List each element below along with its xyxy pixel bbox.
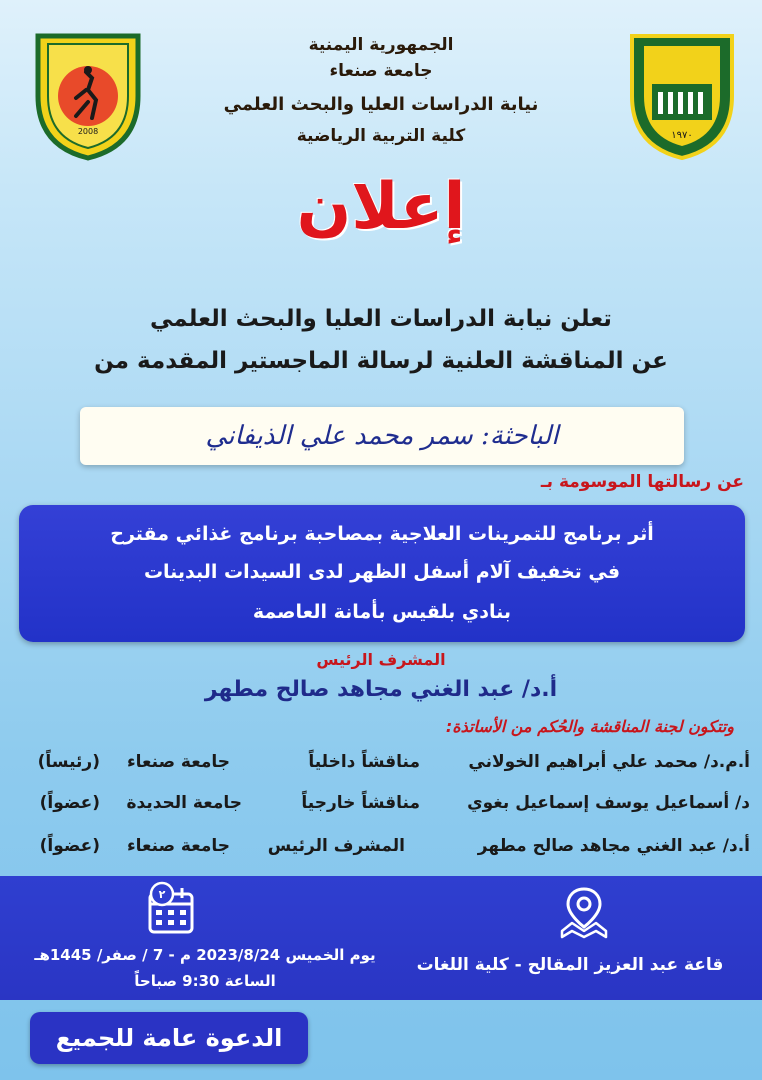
member-role: مناقشاً داخلياً	[308, 752, 420, 772]
committee-row	[14, 836, 750, 870]
event-date: يوم الخميس 2023/8/24 م - 7 / صفر/ 1445هـ	[34, 946, 376, 964]
university-logo	[622, 26, 742, 161]
member-name: أ.م.د/ محمد علي أبراهيم الخولاني	[468, 752, 750, 772]
header-deanship: نيابة الدراسات العليا والبحث العلمي	[223, 94, 539, 115]
svg-text:١٩٧٠: ١٩٧٠	[671, 130, 693, 141]
header-faculty: كلية التربية الرياضية	[296, 126, 466, 146]
header-university: جامعة صنعاء	[329, 61, 433, 81]
faculty-logo	[28, 26, 148, 161]
calendar-clock-icon	[142, 880, 200, 938]
committee-label: وتتكون لجنة المناقشة والحُكم من الأساتذة:	[445, 717, 734, 736]
event-location: قاعة عبد العزيز المقالح - كلية اللغات	[416, 955, 724, 975]
thesis-title-line-2: في تخفيف آلام أسفل الظهر لدى السيدات البدينات	[143, 561, 621, 583]
svg-text:٢: ٢	[158, 888, 166, 901]
announcement-title: إعلان	[296, 170, 466, 244]
member-position: (رئيساً)	[37, 752, 100, 772]
member-name: د/ أسماعيل يوسف إسماعيل بغوي	[467, 793, 750, 813]
thesis-title-box	[19, 505, 745, 642]
public-invitation-text: الدعوة عامة للجميع	[55, 1024, 283, 1052]
thesis-title-line-1: أثر برنامج للتمرينات العلاجية بمصاحبة برنامج غذائي مقترح	[110, 523, 654, 545]
researcher-name: الباحثة: سمر محمد علي الذيفاني	[205, 421, 559, 451]
event-time: الساعة 9:30 صباحاً	[134, 972, 276, 990]
member-university: جامعة صنعاء	[126, 836, 230, 856]
member-position: (عضواً)	[39, 836, 100, 856]
member-name: أ.د/ عبد الغني مجاهد صالح مطهر	[477, 836, 750, 856]
member-university: جامعة الحديدة	[126, 793, 242, 813]
thesis-label: عن رسالتها الموسومة بـ	[540, 472, 744, 492]
thesis-title-line-3: بنادي بلقيس بأمانة العاصمة	[252, 601, 512, 623]
member-university: جامعة صنعاء	[126, 752, 230, 772]
member-role: مناقشاً خارجياً	[301, 793, 420, 813]
committee-row	[14, 752, 750, 786]
member-role: المشرف الرئيس	[267, 836, 405, 856]
intro-line-2: عن المناقشة العلنية لرسالة الماجستير المقدمة من	[94, 348, 668, 374]
svg-text:2008: 2008	[77, 127, 99, 136]
public-invitation-box	[30, 1012, 308, 1064]
supervisor-label: المشرف الرئيس	[316, 650, 446, 669]
committee-row	[14, 793, 750, 827]
member-position: (عضواً)	[39, 793, 100, 813]
intro-line-1: تعلن نيابة الدراسات العليا والبحث العلمي	[150, 306, 612, 332]
supervisor-name: أ.د/ عبد الغني مجاهد صالح مطهر	[204, 677, 558, 702]
map-pin-icon	[556, 885, 612, 939]
researcher-box	[80, 407, 684, 465]
header-country: الجمهورية اليمنية	[308, 35, 454, 55]
